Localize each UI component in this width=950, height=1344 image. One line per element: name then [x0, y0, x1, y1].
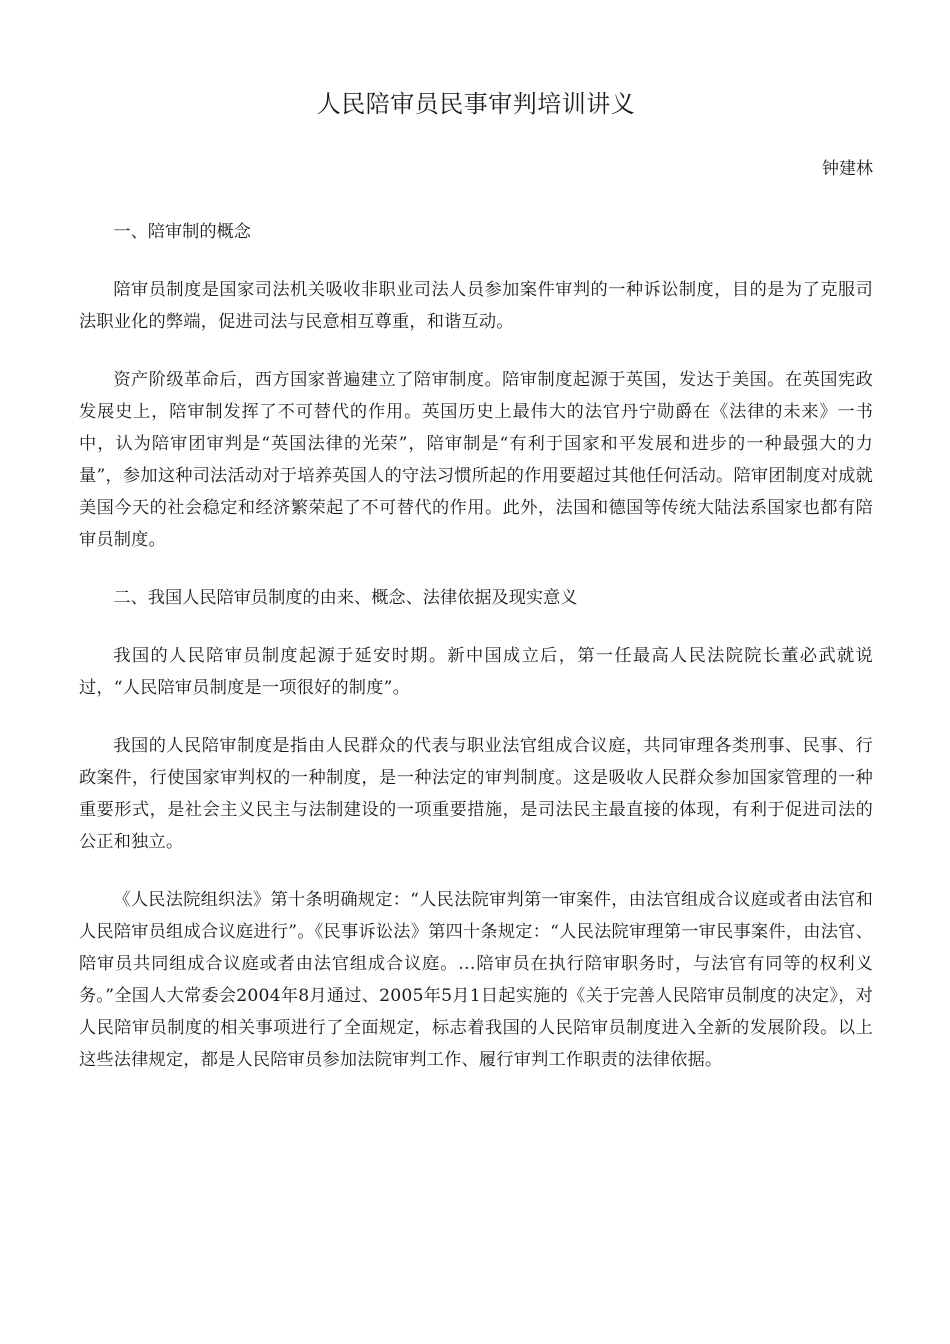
- paragraph: 我国的人民陪审员制度起源于延安时期。新中国成立后，第一任最高人民法院院长董必武就说过，“人民陪审员制度是一项很好的制度”。: [79, 646, 873, 698]
- section-heading: 一、陪审制的概念: [113, 222, 251, 242]
- document-author: 钟建林: [822, 159, 873, 179]
- paragraph: 我国的人民陪审制度是指由人民群众的代表与职业法官组成合议庭，共同审理各类刑事、民事、行政案件，行使国家审判权的一种制度，是一种法定的审判制度。这是吸收人民群众参加国家管理的一种重要形式，是社会主义民主与法制建设的一项重要措施，是司法民主最直接的体现，有利于促进司法的公正和独立。: [79, 736, 873, 852]
- paragraph: 《人民法院组织法》第十条明确规定：“人民法院审判第一审案件，由法官组成合议庭或者由法官和人民陪审员组成合议庭进行”。《民事诉讼法》第四十条规定：“人民法院审理第一审民事案件，由法官、陪审员共同组成合议庭或者由法官组成合议庭。…陪审员在执行陪审职务时，与法官有同等的权利义务。”全国人大常委会2004年8月通过、2005年5月1日起实施的《关于完善人民陪审员制度的决定》，对人民陪审员制度的相关事项进行了全面规定，标志着我国的人民陪审员制度进入全新的发展阶段。以上这些法律规定，都是人民陪审员参加法院审判工作、履行审判工作职责的法律依据。: [79, 890, 873, 1070]
- section-heading: 二、我国人民陪审员制度的由来、概念、法律依据及现实意义: [113, 588, 578, 608]
- document-title: 人民陪审员民事审判培训讲义: [316, 90, 636, 118]
- paragraph: 陪审员制度是国家司法机关吸收非职业司法人员参加案件审判的一种诉讼制度，目的是为了克服司法职业化的弊端，促进司法与民意相互尊重，和谐互动。: [79, 280, 873, 332]
- document-body: [79, 216, 873, 1102]
- paragraph: 资产阶级革命后，西方国家普遍建立了陪审制度。陪审制度起源于英国，发达于美国。在英国宪政发展史上，陪审制发挥了不可替代的作用。英国历史上最伟大的法官丹宁勋爵在《法律的未来》一书中，认为陪审团审判是“英国法律的光荣”，陪审制是“有利于国家和平发展和进步的一种最强大的力量”，参加这种司法活动对于培养英国人的守法习惯所起的作用要超过其他任何活动。陪审团制度对成就美国今天的社会稳定和经济繁荣起了不可替代的作用。此外，法国和德国等传统大陆法系国家也都有陪审员制度。: [79, 370, 873, 550]
